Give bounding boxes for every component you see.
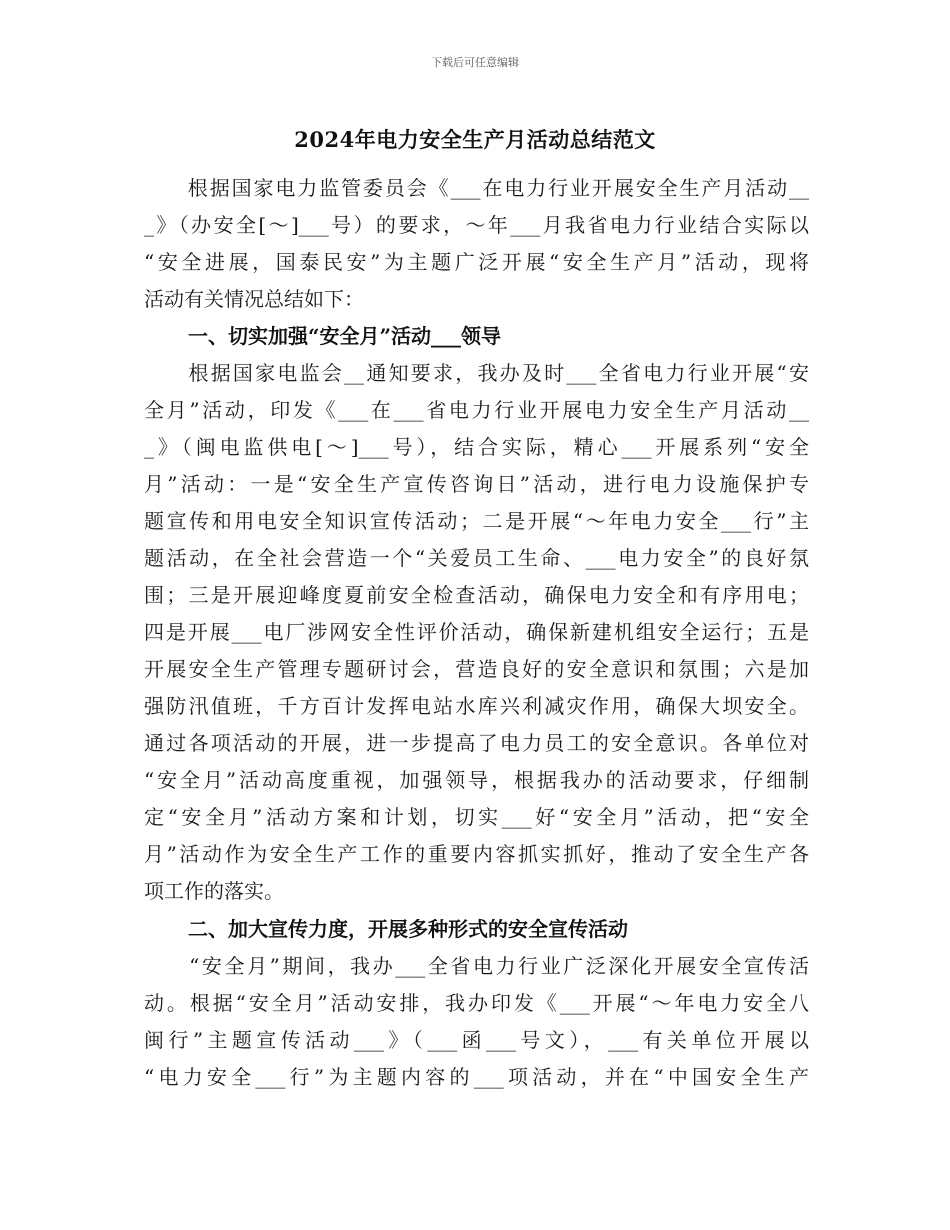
paragraph-line: 全月”活动，印发《___在___省电力行业开展电力安全生产月活动__ <box>144 398 809 422</box>
paragraph-line: “电力安全___行”为主题内容的___项活动，并在“中国安全生产 <box>144 1065 809 1089</box>
paragraph-line: 题宣传和用电安全知识宣传活动；二是开展“～年电力安全___行”主 <box>144 509 809 533</box>
intro-line: 根据国家电力监管委员会《___在电力行业开展安全生产月活动__ <box>144 176 809 200</box>
paragraph-line: 强防汛值班，千方百计发挥电站水库兴利减灾作用，确保大坝安全。 <box>144 694 809 718</box>
intro-line: “安全进展，国泰民安”为主题广泛开展“安全生产月”活动，现将 <box>144 250 809 274</box>
section-1-heading: 一、切实加强“安全月”活动___领导 <box>188 324 502 348</box>
document-title: 2024年电力安全生产月活动总结范文 <box>294 127 656 152</box>
paragraph-line: 开展安全生产管理专题研讨会，营造良好的安全意识和氛围；六是加 <box>144 657 809 681</box>
paragraph-line: 围；三是开展迎峰度夏前安全检查活动，确保电力安全和有序用电； <box>144 583 809 607</box>
paragraph-line: 题活动，在全社会营造一个“关爱员工生命、___电力安全”的良好氛 <box>144 546 809 570</box>
paragraph-line: 通过各项活动的开展，进一步提高了电力员工的安全意识。各单位对 <box>144 731 809 755</box>
paragraph-line: 四是开展___电厂涉网安全性评价活动，确保新建机组安全运行；五是 <box>144 620 809 644</box>
paragraph-line: 动。根据“安全月”活动安排，我办印发《___开展“～年电力安全八 <box>144 991 809 1015</box>
paragraph-line: 根据国家电监会__通知要求，我办及时___全省电力行业开展“安 <box>144 361 809 385</box>
section-2-heading: 二、加大宣传力度，开展多种形式的安全宣传活动 <box>188 917 628 941</box>
paragraph-line: “安全月”活动高度重视，加强领导，根据我办的活动要求，仔细制 <box>144 768 809 792</box>
paragraph-line: “安全月”期间，我办___全省电力行业广泛深化开展安全宣传活 <box>144 954 809 978</box>
intro-line: _》（办安全[～]___号）的要求，～年___月我省电力行业结合实际以 <box>144 213 809 237</box>
header-note: 下载后可任意编辑 <box>431 56 519 69</box>
paragraph-line: 月”活动：一是“安全生产宣传咨询日”活动，进行电力设施保护专 <box>144 472 809 496</box>
intro-line: 活动有关情况总结如下： <box>144 287 364 311</box>
paragraph-line: 月”活动作为安全生产工作的重要内容抓实抓好，推动了安全生产各 <box>144 842 809 866</box>
paragraph-line: 项工作的落实。 <box>144 879 284 903</box>
paragraph-line: _》（闽电监供电[～]___号），结合实际，精心___开展系列“安全 <box>144 435 809 459</box>
paragraph-line: 定“安全月”活动方案和计划，切实___好“安全月”活动，把“安全 <box>144 805 809 829</box>
paragraph-line: 闽行”主题宣传活动___》（___函___号文），___有关单位开展以 <box>144 1028 809 1052</box>
